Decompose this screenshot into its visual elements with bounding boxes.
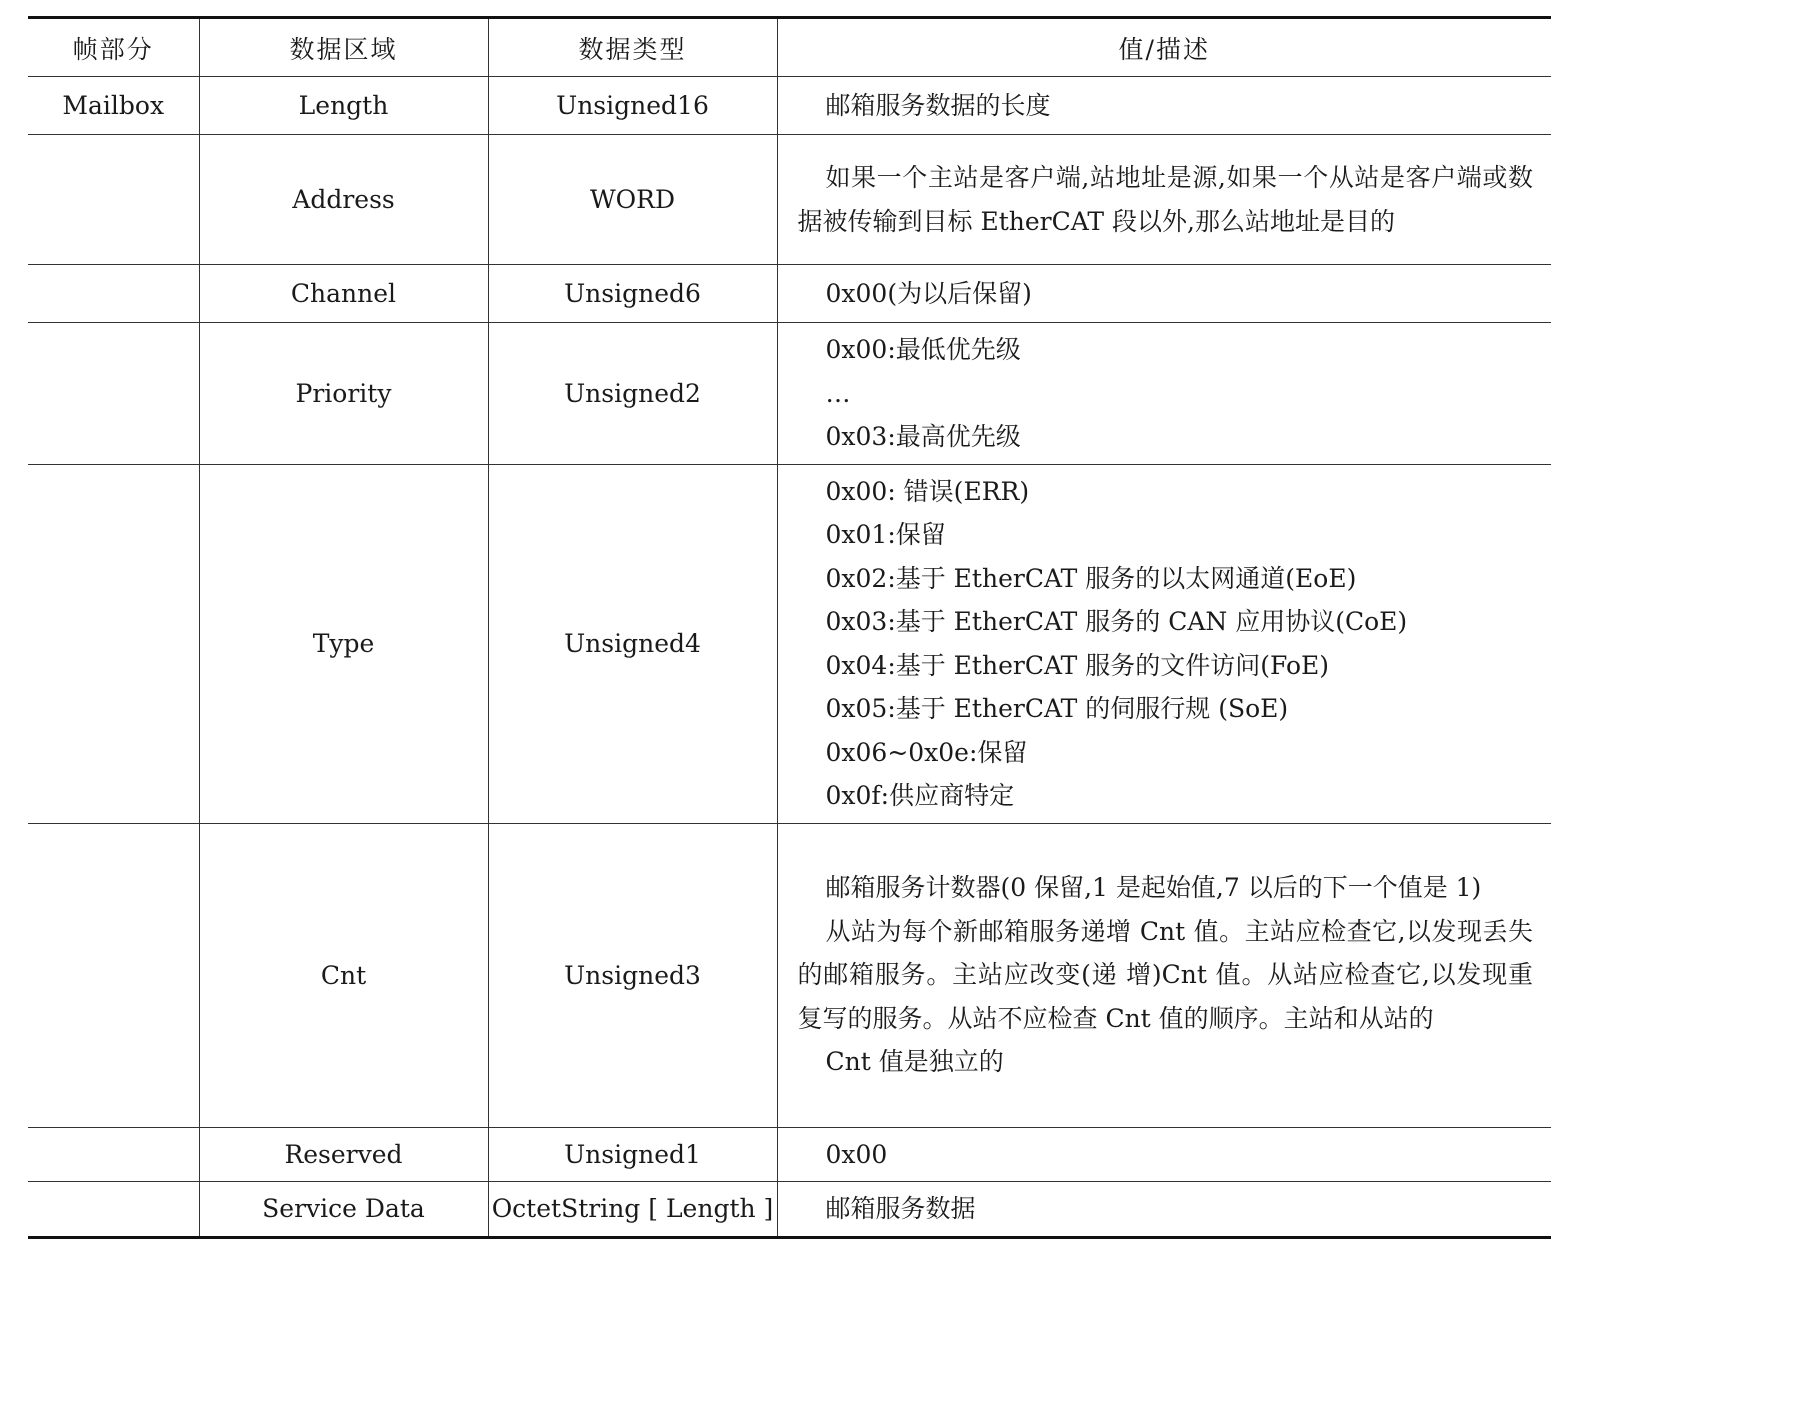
data-field-cell: Reserved [199,1127,488,1182]
data-type-cell: Unsigned16 [488,77,777,135]
description-line: 邮箱服务数据的长度 [825,90,1051,120]
header-data-field: 数据区域 [199,18,488,77]
data-field-cell: Cnt [199,823,488,1127]
data-type-cell: Unsigned3 [488,823,777,1127]
description-line: 0x04:基于 EtherCAT 服务的文件访问(FoE) [825,650,1330,680]
description-cell [777,135,1551,265]
data-field-cell: Channel [199,265,488,323]
header-data-type: 数据类型 [488,18,777,77]
data-type-cell: WORD [488,135,777,265]
data-field-cell: Address [199,135,488,265]
description-cell [777,1182,1551,1238]
data-type-cell: Unsigned1 [488,1127,777,1182]
description-line: 0x06~0x0e:保留 [825,737,1028,767]
description-paragraph: 从站为每个新邮箱服务递增 Cnt 值。主站应检查它,以发现丢失的邮箱服务。主站应改变(递 增)Cnt 值。从站应检查它,以发现重复写的服务。从站不应检查 Cnt 值的顺序。主站和从站的 [797,916,1533,1033]
frame-part-cell [28,135,199,265]
data-type-cell: OctetString [ Length ] [488,1182,777,1238]
description-line: 0x00: 错误(ERR) [825,476,1030,506]
header-frame-part: 帧部分 [28,18,199,77]
frame-part-cell [28,265,199,323]
description-line: 0x03:基于 EtherCAT 服务的 CAN 应用协议(CoE) [825,607,1408,636]
table-row [28,1127,1551,1182]
table-row [28,135,1551,265]
description-line: … [825,378,851,408]
table-row [28,77,1551,135]
description-cell [777,464,1551,823]
description-line: 0x0f:供应商特定 [825,781,1015,810]
description-line: Cnt 值是独立的 [825,1047,1004,1077]
table-header [28,18,1551,77]
description-paragraph: 邮箱服务计数器(0 保留,1 是起始值,7 以后的下一个值是 1) [825,873,1482,903]
frame-part-cell [28,1127,199,1182]
description-line: 邮箱服务数据 [825,1194,976,1223]
table-body [28,77,1551,1238]
description-cell [777,77,1551,135]
table-row [28,823,1551,1127]
table-container [28,16,1551,1239]
table-row [28,1182,1551,1238]
data-type-cell: Unsigned6 [488,265,777,323]
frame-part-cell: Mailbox [28,77,199,135]
frame-part-cell [28,323,199,465]
data-field-cell: Length [199,77,488,135]
description-line: 0x00:最低优先级 [825,335,1021,364]
data-type-cell: Unsigned2 [488,323,777,465]
description-line: 0x03:最高优先级 [825,422,1021,451]
description-cell [777,823,1551,1127]
frame-part-cell [28,1182,199,1238]
data-type-cell: Unsigned4 [488,464,777,823]
table-row [28,323,1551,465]
description-cell [777,323,1551,465]
header-row [28,18,1551,77]
frame-part-cell [28,823,199,1127]
description-paragraph: 如果一个主站是客户端,站地址是源,如果一个从站是客户端或数据被传输到目标 EtherCAT 段以外,那么站地址是目的 [797,163,1533,236]
description-line: 0x00 [825,1139,888,1169]
description-line: 0x01:保留 [825,520,946,549]
table-row [28,464,1551,823]
frame-part-cell [28,464,199,823]
description-cell [777,1127,1551,1182]
data-field-cell: Priority [199,323,488,465]
description-line: 0x05:基于 EtherCAT 的伺服行规 (SoE) [825,694,1289,723]
mailbox-frame-table [28,16,1551,1239]
table-row [28,265,1551,323]
data-field-cell: Type [199,464,488,823]
data-field-cell: Service Data [199,1182,488,1238]
description-line: 0x00(为以后保留) [825,278,1032,308]
description-cell [777,265,1551,323]
description-line: 0x02:基于 EtherCAT 服务的以太网通道(EoE) [825,563,1357,593]
header-value-description: 值/描述 [777,18,1551,77]
